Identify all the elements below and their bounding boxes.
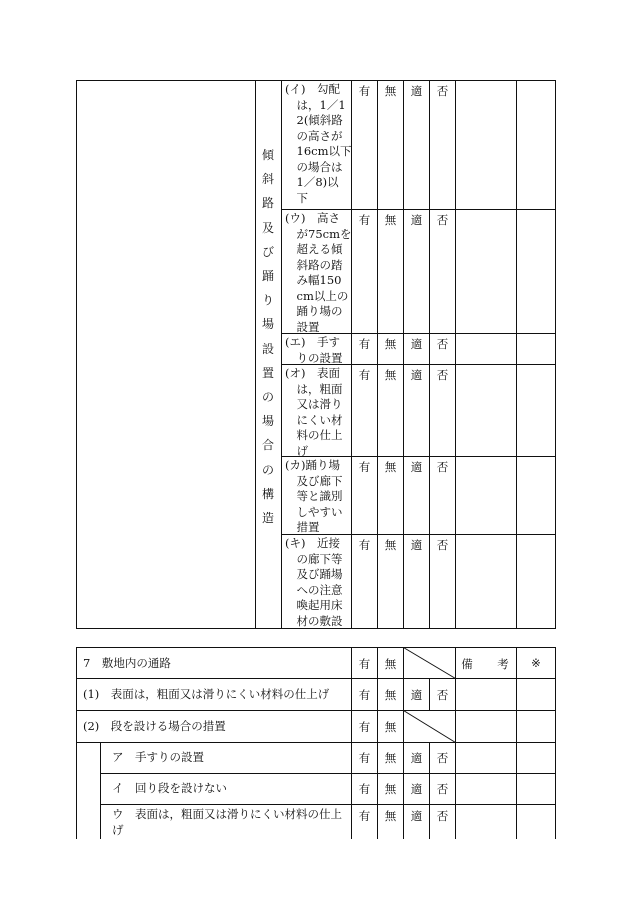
check-suitable: 適: [410, 782, 423, 796]
check-yes: 有: [358, 782, 371, 796]
remarks-header-b: 考: [497, 657, 509, 671]
check-unsuitable: 否: [436, 809, 449, 823]
check-unsuitable: 否: [436, 337, 449, 351]
check-suitable: 適: [410, 337, 423, 351]
check-no: 無: [384, 720, 397, 734]
check-no: 無: [384, 809, 397, 823]
check-yes: 有: [358, 688, 371, 702]
check-suitable: 適: [410, 751, 423, 765]
check-yes: 有: [358, 213, 371, 227]
row-label: ア 手すりの設置: [112, 750, 204, 764]
check-yes: 有: [358, 84, 371, 98]
check-suitable: 適: [410, 84, 423, 98]
check-unsuitable: 否: [436, 368, 449, 382]
header-no: 無: [384, 657, 397, 671]
note-mark: ※: [531, 656, 541, 670]
item-label: (イ) 勾配 は，1／1 2(傾斜路 の高さが 16cm以下 の場合は 1／8)以 下: [285, 82, 352, 205]
check-unsuitable: 否: [436, 213, 449, 227]
header-yes: 有: [358, 657, 371, 671]
check-unsuitable: 否: [436, 84, 449, 98]
check-no: 無: [384, 213, 397, 227]
remarks-header-a: 備: [461, 657, 473, 671]
check-suitable: 適: [410, 213, 423, 227]
check-no: 無: [384, 538, 397, 552]
item-label: (オ) 表面 は，粗面 又は滑り にくい材 料の仕上 げ: [285, 366, 343, 458]
check-unsuitable: 否: [436, 538, 449, 552]
check-no: 無: [384, 337, 397, 351]
check-suitable: 適: [410, 460, 423, 474]
row-label: ウ 表面は，粗面又は滑りにくい材料の仕上 げ: [112, 807, 342, 837]
group-label-vertical: 傾 斜 路 及 び 踊 り 場 設 置 の 場 合 の 構 造: [261, 148, 274, 526]
check-unsuitable: 否: [436, 460, 449, 474]
check-yes: 有: [358, 368, 371, 382]
item-label: (キ) 近接 の廊下等 及び踊場 への注意 喚起用床 材の敷設: [285, 536, 343, 628]
check-suitable: 適: [410, 538, 423, 552]
check-no: 無: [384, 460, 397, 474]
check-yes: 有: [358, 751, 371, 765]
check-yes: 有: [358, 337, 371, 351]
row-label: イ 回り段を設けない: [112, 781, 227, 795]
check-suitable: 適: [410, 688, 423, 702]
row-label: (1) 表面は，粗面又は滑りにくい材料の仕上げ: [83, 687, 330, 701]
check-suitable: 適: [410, 809, 423, 823]
check-no: 無: [384, 368, 397, 382]
item-label: (カ)踊り場 及び廊下 等と識別 しやすい 措置: [285, 458, 343, 534]
check-no: 無: [384, 751, 397, 765]
check-yes: 有: [358, 460, 371, 474]
section-title: 7 敷地内の通路: [83, 656, 171, 670]
check-unsuitable: 否: [436, 751, 449, 765]
item-label: (ウ) 高さ が75cmを 超える傾 斜路の踏 み幅150 cm以上の 踊り場の 設置: [285, 211, 352, 334]
check-yes: 有: [358, 538, 371, 552]
check-unsuitable: 否: [436, 782, 449, 796]
item-label: (エ) 手す りの設置: [285, 335, 343, 365]
check-yes: 有: [358, 809, 371, 823]
row-label: (2) 段を設ける場合の措置: [83, 719, 226, 733]
check-no: 無: [384, 688, 397, 702]
check-no: 無: [384, 782, 397, 796]
check-no: 無: [384, 84, 397, 98]
check-unsuitable: 否: [436, 688, 449, 702]
check-yes: 有: [358, 720, 371, 734]
check-suitable: 適: [410, 368, 423, 382]
